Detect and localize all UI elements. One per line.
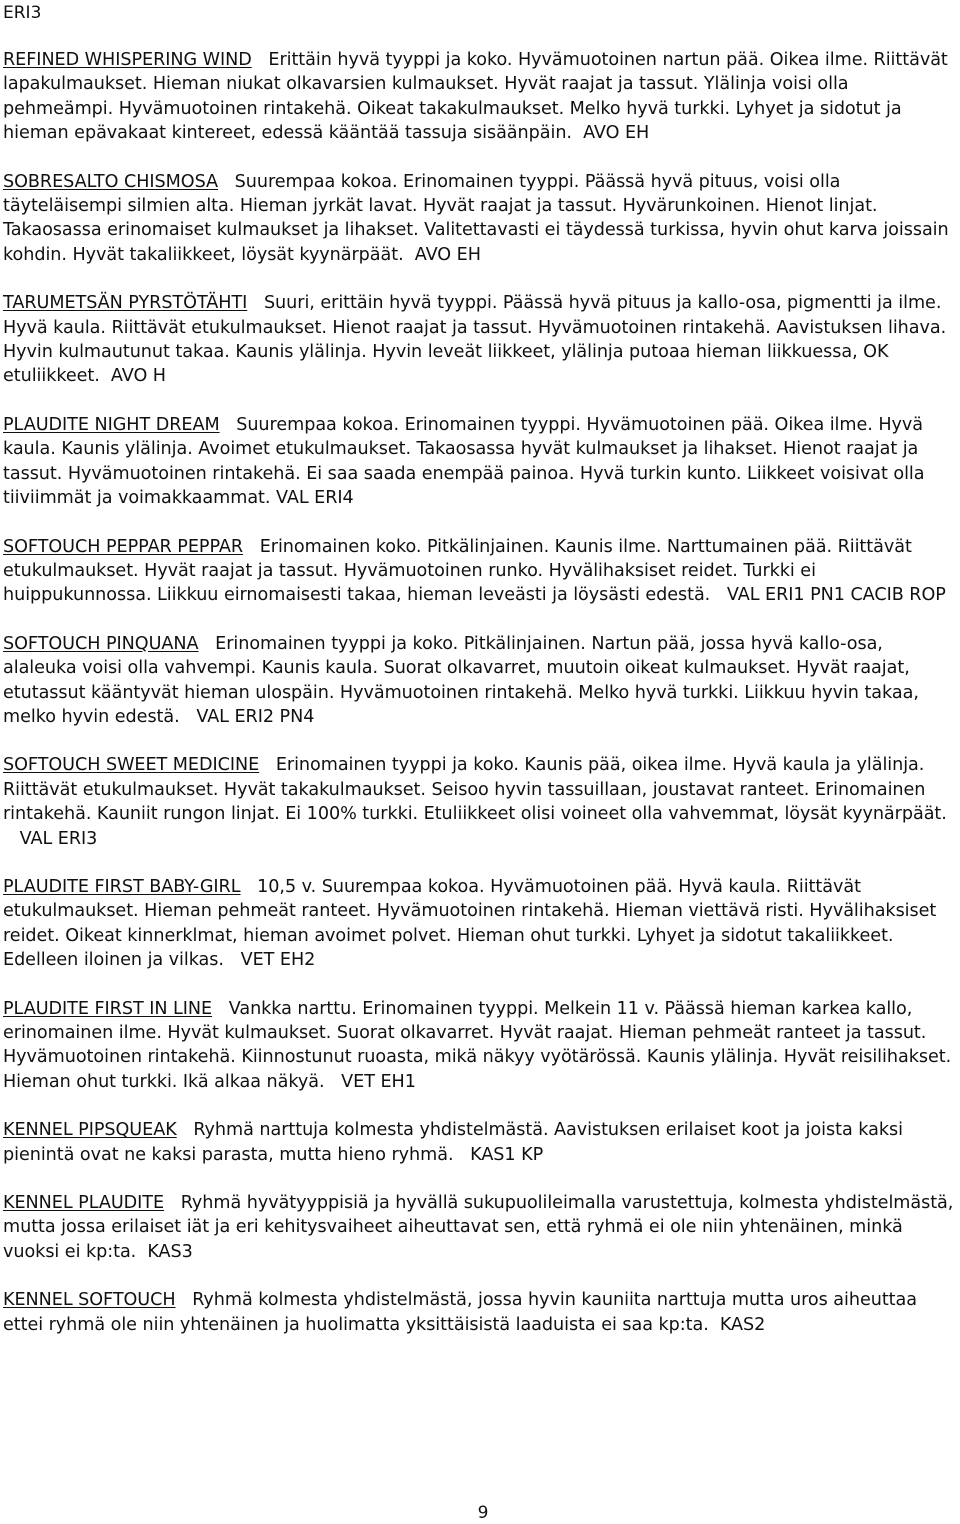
dog-name: KENNEL PLAUDITE bbox=[3, 1193, 165, 1214]
dog-name: KENNEL SOFTOUCH bbox=[3, 1290, 176, 1311]
result-text: AVO EH bbox=[583, 123, 650, 144]
critique-entry bbox=[3, 997, 955, 1095]
critique-entry bbox=[3, 875, 955, 973]
result-text: AVO H bbox=[110, 366, 166, 387]
result-text: VET EH2 bbox=[240, 950, 316, 971]
critique-text: Erinomainen tyyppi ja koko. Pitkälinjainen. Nartun pää, jossa hyvä kallo-osa, alaleuka voisi olla vahvempi. Kaunis kaula. Suorat olkavarret, muutoin oikeat kulmaukset. Hyvät raajat, etutassut kääntyvät hieman ulospäin. Hyvämuotoinen rintakehä. Melko hyvä turkki. Liikkuu hyvin takaa, melko hyvin edestä. bbox=[3, 633, 919, 727]
dog-name: KENNEL PIPSQUEAK bbox=[3, 1120, 177, 1141]
dog-name: PLAUDITE FIRST IN LINE bbox=[3, 998, 213, 1019]
critique-text: Erittäin hyvä tyyppi ja koko. Hyvämuotoinen nartun pää. Oikea ilme. Riittävät lapakulmaukset. Hieman niukat olkavarsien kulmaukset. Hyvät raajat ja tassut. Ylälinja voisi olla pehmeämpi. Hyvämuotoinen rintakehä. Oikeat takakulmaukset. Melko hyvä turkki. Lyhyet ja sidotut ja hieman epävakaat kintereet, edessä kääntää tassuja sisäänpäin. bbox=[3, 50, 948, 144]
dog-name: PLAUDITE NIGHT DREAM bbox=[3, 414, 220, 435]
critique-entry bbox=[3, 632, 955, 730]
result-text: VAL ERI4 bbox=[276, 488, 354, 509]
result-text: VET EH1 bbox=[341, 1071, 416, 1092]
critique-entry bbox=[3, 753, 955, 851]
dog-name: PLAUDITE FIRST BABY-GIRL bbox=[3, 876, 241, 897]
critique-entry bbox=[3, 413, 955, 511]
dog-name: SOFTOUCH PINQUANA bbox=[3, 633, 199, 654]
dog-name: SOBRESALTO CHISMOSA bbox=[3, 171, 219, 192]
critique-entry bbox=[3, 170, 955, 268]
critique-entry bbox=[3, 48, 955, 146]
result-text: KAS2 bbox=[719, 1314, 766, 1335]
result-text: VAL ERI1 PN1 CACIB ROP bbox=[726, 585, 946, 606]
critique-text: Erinomainen tyyppi ja koko. Kaunis pää, oikea ilme. Hyvä kaula ja ylälinja. Riittävät etukulmaukset. Hyvät takakulmaukset. Seisoo hyvin tassuillaan, joustavat ranteet. Erinomainen rintakehä. Kauniit rungon linjat. Ei 100% turkki. Etuliikkeet olisi voineet olla vahvemmat, löysät kyynärpäät. bbox=[3, 755, 947, 825]
result-text: VAL ERI3 bbox=[19, 828, 98, 849]
dog-name: SOFTOUCH SWEET MEDICINE bbox=[3, 755, 260, 776]
page-number: 9 bbox=[477, 1503, 489, 1523]
critique-entry bbox=[3, 291, 955, 389]
critique-text: Suurempaa kokoa. Erinomainen tyyppi. Päässä hyvä pituus, voisi olla täyteläisempi silmien alta. Hieman jyrkät lavat. Hyvät raajat ja tassut. Hyvärunkoinen. Hienot linjat. Takaosassa erinomaiset kulmaukset ja lihakset. Valitettavasti ei täydessä turkissa, hyvin ohut karva joissain kohdin. Hyvät takaliikkeet, löysät kyynärpäät. bbox=[3, 171, 949, 265]
critique-list bbox=[3, 48, 955, 1361]
dog-name: REFINED WHISPERING WIND bbox=[3, 50, 252, 70]
critique-text: Ryhmä kolmesta yhdistelmästä, jossa hyvin kauniita narttuja mutta uros aiheuttaa ettei ryhmä ole niin yhtenäinen ja huolimatta yksittäisistä laaduista ei saa kp:ta. bbox=[3, 1290, 917, 1335]
dog-name: TARUMETSÄN PYRSTÖTÄHTI bbox=[3, 293, 248, 314]
critique-text: Ryhmä narttuja kolmesta yhdistelmästä. Aavistuksen erilaiset koot ja joista kaksi pienintä ovat ne kaksi parasta, mutta hieno ryhmä. bbox=[3, 1120, 903, 1165]
dog-name: SOFTOUCH PEPPAR PEPPAR bbox=[3, 536, 244, 557]
result-text: KAS3 bbox=[147, 1241, 193, 1262]
result-text: KAS1 KP bbox=[470, 1144, 544, 1165]
critique-text: 10,5 v. Suurempaa kokoa. Hyvämuotoinen pää. Hyvä kaula. Riittävät etukulmaukset. Hieman pehmeät ranteet. Hyvämuotoinen rintakehä. Hieman viettävä risti. Hyvälihaksiset reidet. Oikeat kinnerklmat, hieman avoimet polvet. Hieman ohut turkki. Lyhyet ja sidotut takaliikkeet. Edelleen iloinen ja vilkas. bbox=[3, 876, 937, 971]
result-text: AVO EH bbox=[414, 244, 481, 265]
critique-entry bbox=[3, 1191, 955, 1264]
critique-text: Suuri, erittäin hyvä tyyppi. Päässä hyvä pituus ja kallo-osa, pigmentti ja ilme. Hyvä kaula. Riittävät etukulmaukset. Hienot raajat ja tassut. Hyvämuotoinen rintakehä. Aavistuksen lihava. Hyvin kulmautunut takaa. Kaunis ylälinja. Hyvin leveät liikkeet, ylälinja putoaa hieman liikkuessa, OK etuliikkeet. bbox=[3, 293, 947, 387]
result-text: VAL ERI2 PN4 bbox=[196, 706, 315, 727]
class-result-label: ERI3 bbox=[3, 3, 42, 23]
critique-text: Ryhmä hyvätyyppisiä ja hyvällä sukupuolileimalla varustettuja, kolmesta yhdistelmästä, mutta jossa erilaiset iät ja eri kehitysvaiheet aiheuttavat sen, että ryhmä ei ole niin yhtenäinen, minkä vuoksi ei kp:ta. bbox=[3, 1193, 954, 1262]
critique-entry bbox=[3, 1288, 955, 1337]
critique-entry bbox=[3, 535, 955, 608]
critique-text: Suurempaa kokoa. Erinomainen tyyppi. Hyvämuotoinen pää. Oikea ilme. Hyvä kaula. Kaunis ylälinja. Avoimet etukulmaukset. Takaosassa hyvät kulmaukset ja lihakset. Hienot raajat ja tassut. Hyvämuotoinen rintakehä. Ei saa saada enempää painoa. Hyvä turkin kunto. Liikkeet voisivat olla tiiviimmät ja voimakkaammat. bbox=[3, 414, 925, 509]
critique-text: Erinomainen koko. Pitkälinjainen. Kaunis ilme. Narttumainen pää. Riittävät etukulmaukset. Hyvät raajat ja tassut. Hyvämuotoinen runko. Hyvälihaksiset reidet. Turkki ei huippukunnossa. Liikkuu eirnomaisesti takaa, hieman leveästi ja löysästi edestä. bbox=[3, 536, 912, 606]
critique-entry bbox=[3, 1118, 955, 1167]
critique-text: Vankka narttu. Erinomainen tyyppi. Melkein 11 v. Päässä hieman karkea kallo, erinomainen ilme. Hyvät kulmaukset. Suorat olkavarret. Hyvät raajat. Hieman pehmeät ranteet ja tassut. Hyvämuotoinen rintakehä. Kiinnostunut ruoasta, mikä näkyy vyötärössä. Kaunis ylälinja. Hyvät reisilihakset. Hieman ohut turkki. Ikä alkaa näkyä. bbox=[3, 998, 952, 1092]
